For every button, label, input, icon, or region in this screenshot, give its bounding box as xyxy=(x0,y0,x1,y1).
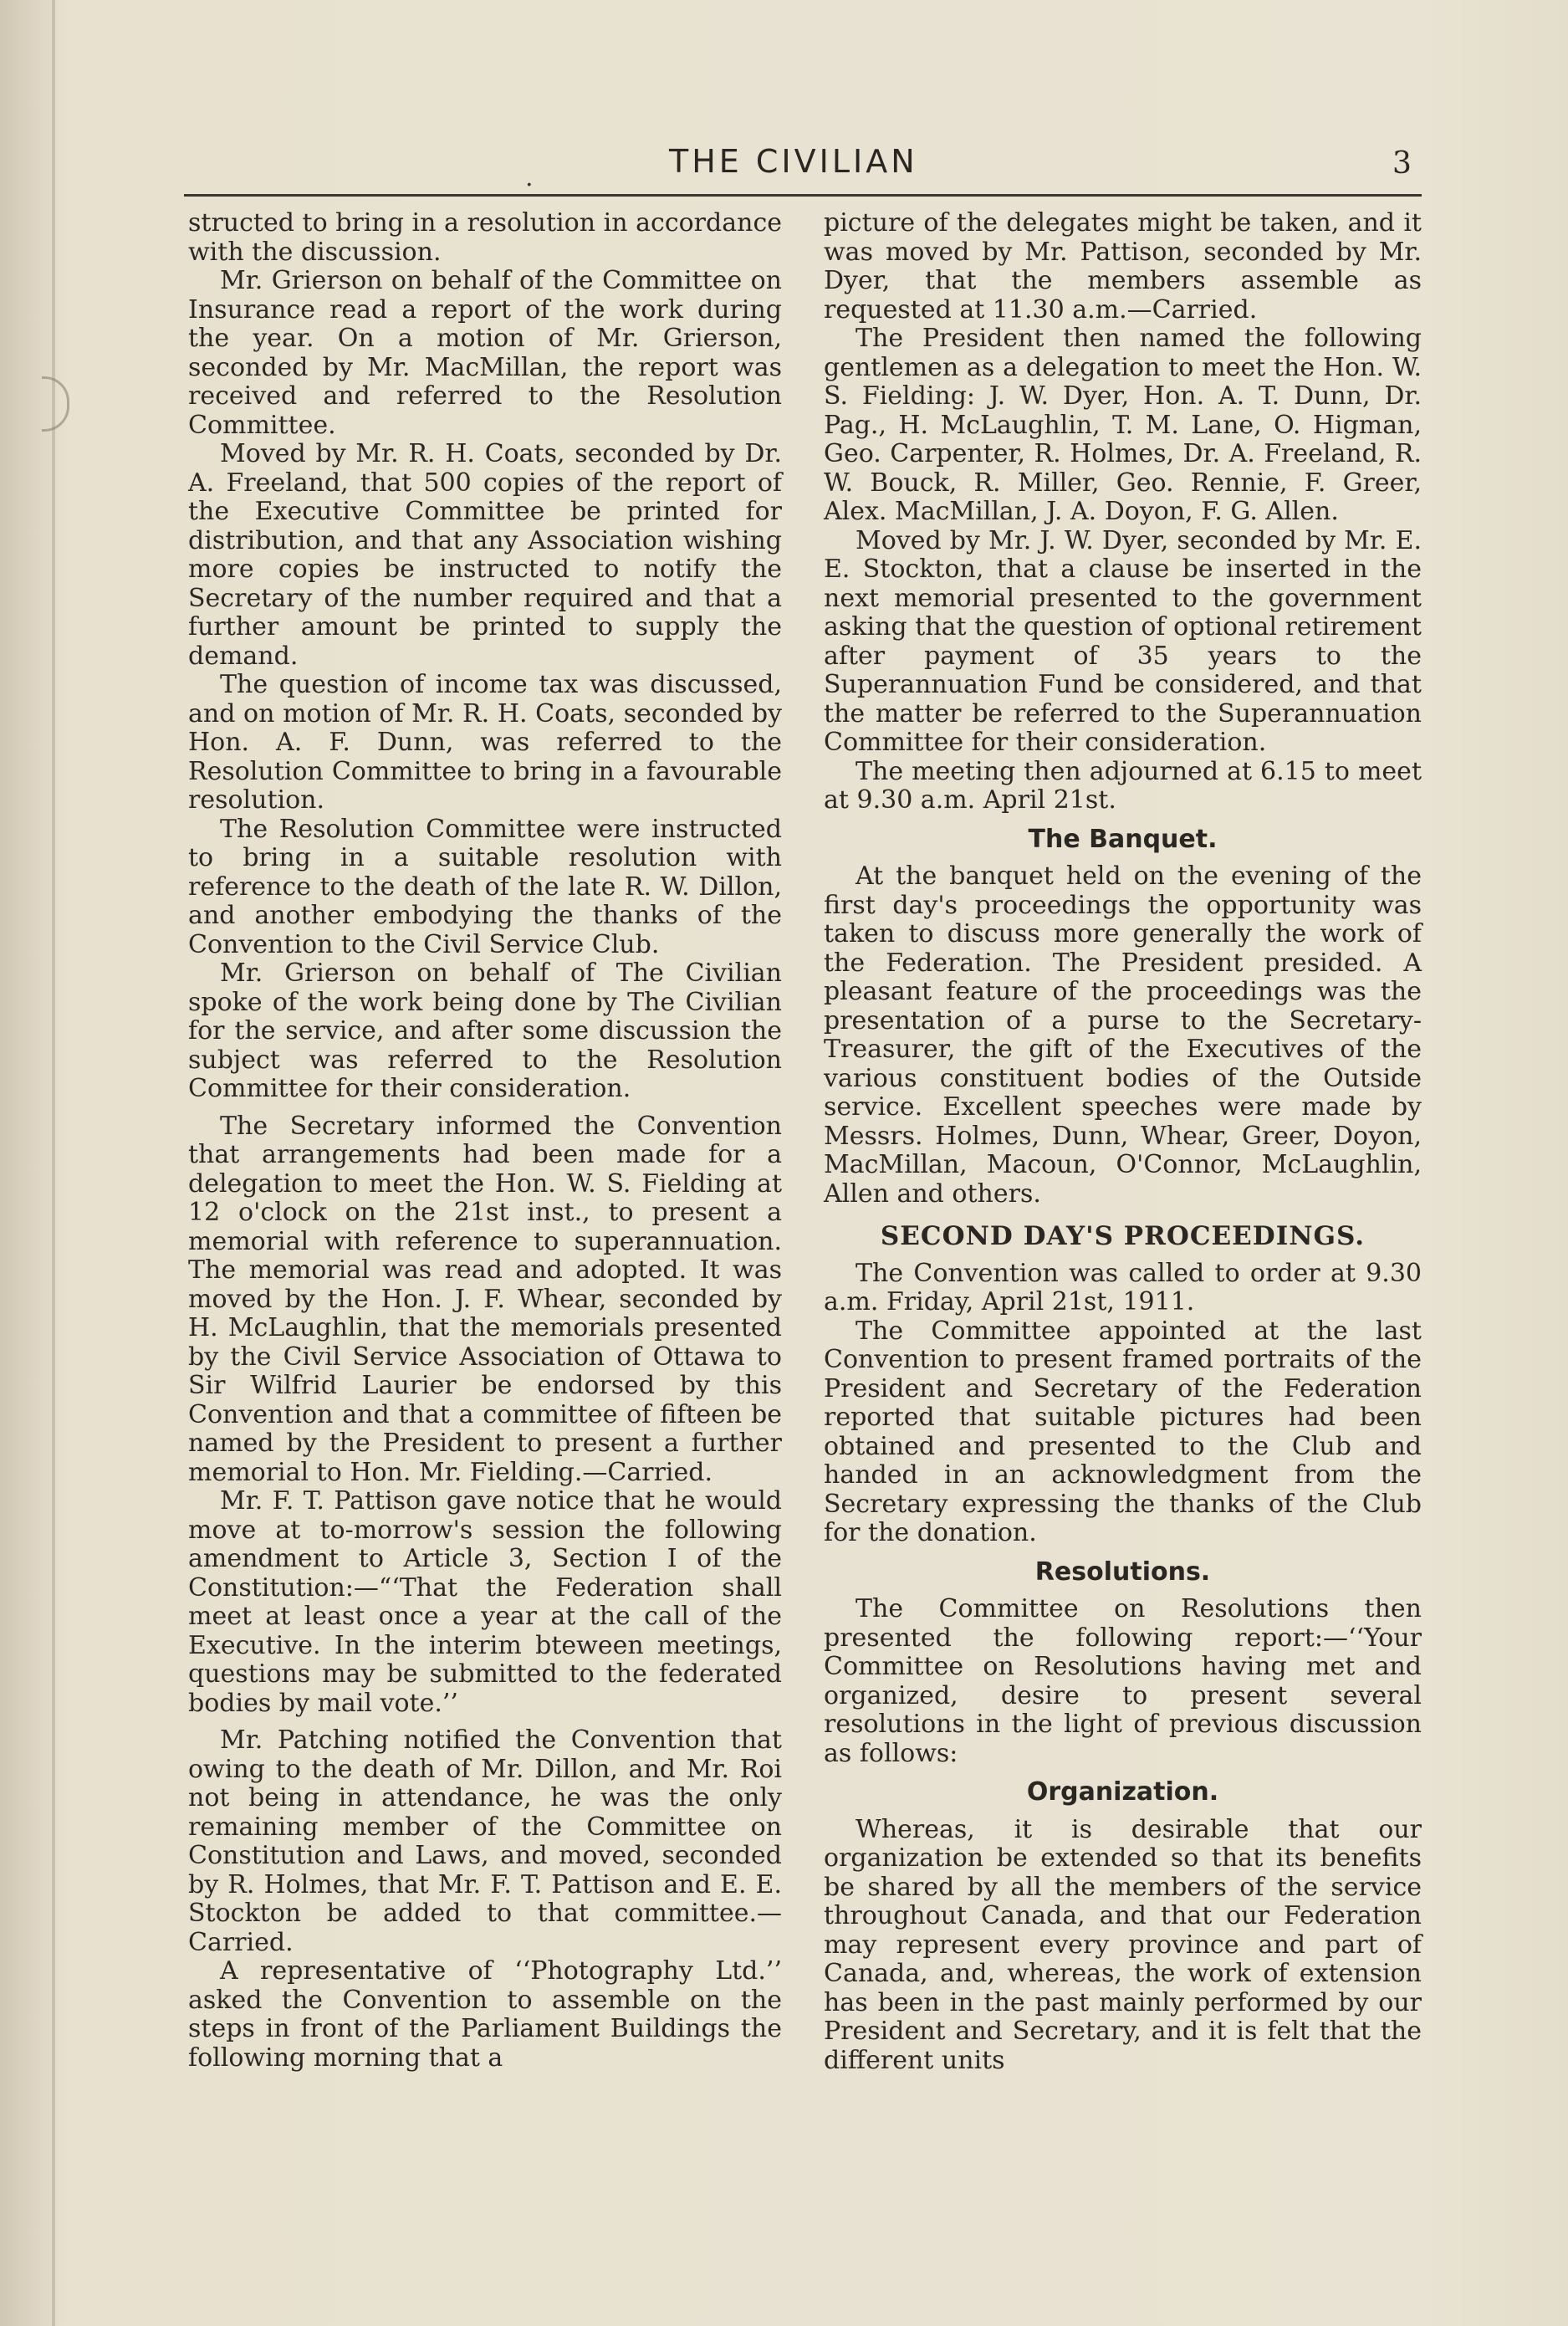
header-rule xyxy=(184,194,1422,197)
binding-gutter xyxy=(52,0,55,2326)
paragraph: Mr. Grierson on behalf of the Committee on Insurance read a report of the work during the year. On a motion of Mr. Grierson, seconded by Mr. MacMillan, the report was received and referred to the Resolution Committee. xyxy=(188,266,782,440)
paragraph: The Convention was called to order at 9.30 a.m. Friday, April 21st, 1911. xyxy=(824,1258,1422,1316)
page-number: 3 xyxy=(1392,146,1412,181)
header-dot: . xyxy=(525,163,534,192)
paragraph: The Committee on Resolutions then presented the following report:—‘‘Your Committee on Resolutions having met and organized, desire to present several resolutions in the light of previous discussion as follows: xyxy=(824,1594,1422,1768)
section-heading-second-day: SECOND DAY'S PROCEEDINGS. xyxy=(880,1221,1366,1251)
paragraph: Moved by Mr. J. W. Dyer, seconded by Mr. E. E. Stockton, that a clause be inserted in the next memorial presented to the government asking that the question of optional retirement after payment of 35 years to the Superannuation Fund be considered, and that the matter be referred to the Superannuation Committee for their consideration. xyxy=(824,525,1422,757)
paragraph: The Resolution Committee were instructed to bring in a suitable resolution with reference to the death of the late R. W. Dillon, and another embodying the thanks of the Convention to the Civil Service Club. xyxy=(188,814,782,959)
paragraph: A representative of ‘‘Photography Ltd.’’ asked the Convention to assemble on the steps in front of the Parliament Buildings the following morning that a xyxy=(188,1956,782,2073)
paragraph: Mr. Grierson on behalf of The Civilian spoke of the work being done by The Civilian for the service, and after some discussion the subject was referred to the Resolution Committee for their consideration. xyxy=(188,959,782,1103)
paragraph: The Secretary informed the Convention that arrangements had been made for a delegation to meet the Hon. W. S. Fielding at 12 o'clock on the 21st inst., to present a memorial with reference to superannuation. The memorial was read and adopted. It was moved by the Hon. J. F. Whear, seconded by H. McLaughlin, that the memorials presented by the Civil Service Association of Ottawa to Sir Wilfrid Laurier be endorsed by this Convention and that a committee of fifteen be named by the President to present a further memorial to Hon. Mr. Fielding.—Carried. xyxy=(188,1111,782,1487)
section-heading-banquet: The Banquet. xyxy=(1028,824,1218,854)
paragraph: The question of income tax was discussed, and on motion of Mr. R. H. Coats, seconded by Hon. A. F. Dunn, was referred to the Resolution Committee to bring in a favourable resolution. xyxy=(188,670,782,815)
left-column xyxy=(188,209,782,2073)
paragraph: Mr. F. T. Pattison gave notice that he would move at to-morrow's session the following amendment to Article 3, Section I of the Constitution:—“‘That the Federation shall meet at least once a year at the call of the Executive. In the interim bteween meetings, questions may be submitted to the federated bodies by mail vote.’’ xyxy=(188,1486,782,1718)
paragraph: The meeting then adjourned at 6.15 to meet at 9.30 a.m. April 21st. xyxy=(824,756,1422,815)
paragraph: At the banquet held on the evening of the first day's proceedings the opportunity was taken to discuss more generally the work of the Federation. The President presided. A pleasant feature of the proceedings was the presentation of a purse to the Secretary-Treasurer, the gift of the Executives of the various constituent bodies of the Outside service. Excellent speeches were made by Messrs. Holmes, Dunn, Whear, Greer, Doyon, MacMillan, Macoun, O'Connor, McLaughlin, Allen and others. xyxy=(824,861,1422,1209)
section-heading-resolutions: Resolutions. xyxy=(1034,1557,1211,1587)
paragraph: The Committee appointed at the last Convention to present framed portraits of the President and Secretary of the Federation reported that suitable pictures had been obtained and presented to the Club and handed in an acknowledgment from the Secretary expressing the thanks of the Club for the donation. xyxy=(824,1316,1422,1547)
page-header xyxy=(176,138,1426,197)
paragraph: Moved by Mr. R. H. Coats, seconded by Dr. A. Freeland, that 500 copies of the report of the Executive Committee be printed for distribution, and that any Association wishing more copies be instructed to notify the Secretary of the number required and that a further amount be printed to supply the demand. xyxy=(188,439,782,671)
publication-title: THE CIVILIAN xyxy=(669,143,918,180)
paragraph: The President then named the following gentlemen as a delegation to meet the Hon. W. S. Fielding: J. W. Dyer, Hon. A. T. Dunn, Dr. Pag., H. McLaughlin, T. M. Lane, O. Higman, Geo. Carpenter, R. Holmes, Dr. A. Freeland, R. W. Bouck, R. Miller, Geo. Rennie, F. Greer, Alex. MacMillan, J. A. Doyon, F. G. Allen. xyxy=(824,324,1422,526)
right-column xyxy=(824,209,1422,2075)
paragraph: Whereas, it is desirable that our organization be extended so that its benefits be shared by all the members of the service throughout Canada, and that our Federation may represent every province and part of Canada, and, whereas, the work of extension has been in the past mainly performed by our President and Secretary, and it is felt that the different units xyxy=(824,1814,1422,2075)
paragraph: structed to bring in a resolution in accordance with the discussion. xyxy=(188,208,782,267)
paragraph: picture of the delegates might be taken, and it was moved by Mr. Pattison, seconded by Mr. Dyer, that the members assemble as requested at 11.30 a.m.—Carried. xyxy=(824,208,1422,325)
section-heading-organization: Organization. xyxy=(1026,1777,1219,1807)
paragraph: Mr. Patching notified the Convention that owing to the death of Mr. Dillon, and Mr. Roi not being in attendance, he was the only remaining member of the Committee on Constitution and Laws, and moved, seconded by R. Holmes, that Mr. F. T. Pattison and E. E. Stockton be added to that committee.—Carried. xyxy=(188,1725,782,1957)
